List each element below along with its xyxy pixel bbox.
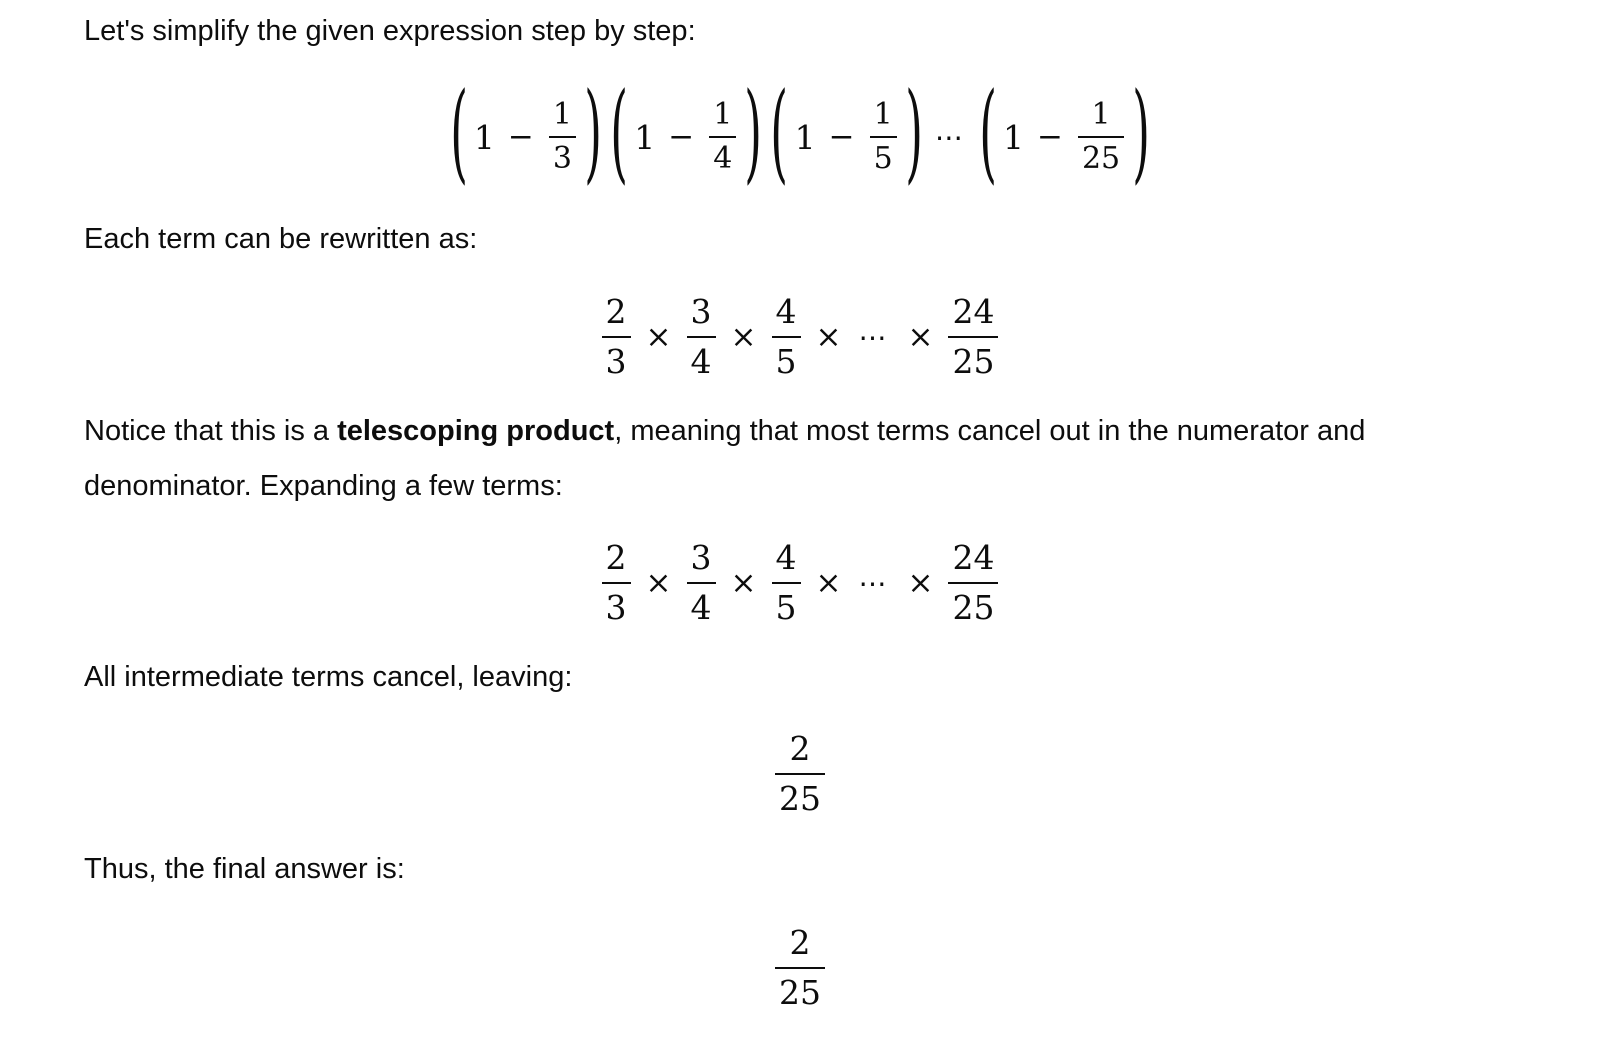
original-expression xyxy=(0,70,1600,195)
denominator: 25 xyxy=(1081,140,1121,176)
fraction xyxy=(870,97,897,177)
numerator: 3 xyxy=(690,292,712,332)
fraction-bar xyxy=(775,773,825,775)
one-term: 1 xyxy=(473,117,495,157)
numerator: 24 xyxy=(952,292,995,332)
fraction xyxy=(775,922,825,1014)
denominator: 3 xyxy=(605,341,627,381)
fraction xyxy=(687,291,716,383)
fraction-bar xyxy=(602,582,631,584)
denominator: 4 xyxy=(713,140,733,176)
fraction-bar xyxy=(687,336,716,338)
fraction-bar xyxy=(870,136,897,138)
fraction-bar xyxy=(775,967,825,969)
ellipsis: ⋯ xyxy=(858,566,891,600)
numerator: 2 xyxy=(605,292,627,332)
left-paren: ( xyxy=(979,70,997,195)
intermediate-result xyxy=(0,724,1600,824)
fraction xyxy=(772,291,801,383)
numerator: 1 xyxy=(552,97,572,133)
denominator: 3 xyxy=(552,140,572,176)
notice-text xyxy=(84,404,1524,514)
final-answer xyxy=(0,918,1600,1018)
intro-text: Let's simplify the given expression step by step: xyxy=(84,15,696,47)
numerator: 2 xyxy=(789,729,811,769)
times-sign: × xyxy=(645,565,672,601)
denominator: 3 xyxy=(605,587,627,627)
fraction-bar xyxy=(602,336,631,338)
notice-bold: telescoping product xyxy=(337,415,615,447)
fraction xyxy=(549,97,576,177)
times-sign: × xyxy=(730,319,757,355)
times-sign: × xyxy=(645,319,672,355)
times-sign: × xyxy=(907,565,934,601)
rewritten-product xyxy=(0,287,1600,387)
one-term: 1 xyxy=(634,117,656,157)
fraction-bar xyxy=(948,582,998,584)
numerator: 2 xyxy=(789,923,811,963)
denominator: 25 xyxy=(952,341,995,381)
minus-sign: − xyxy=(507,119,534,155)
fraction-bar xyxy=(1078,136,1124,138)
denominator: 25 xyxy=(779,778,821,818)
one-term: 1 xyxy=(1002,117,1024,157)
factor-last xyxy=(977,70,1152,195)
fraction xyxy=(602,291,631,383)
ellipsis: ⋯ xyxy=(934,120,967,154)
left-paren: ( xyxy=(449,70,468,195)
fraction-bar xyxy=(709,136,736,138)
right-paren: ) xyxy=(584,70,602,195)
numerator: 3 xyxy=(690,538,712,578)
fraction xyxy=(948,291,998,383)
cancel-text: All intermediate terms cancel, leaving: xyxy=(84,661,573,693)
numerator: 24 xyxy=(952,538,995,578)
fraction xyxy=(772,537,801,629)
right-paren: ) xyxy=(744,70,763,195)
times-sign: × xyxy=(815,319,842,355)
notice-after: , meaning that most terms cancel out in the numerator and denominator. Expanding a few terms: xyxy=(84,415,1366,502)
denominator: 5 xyxy=(775,341,797,381)
factor-1 xyxy=(448,70,604,195)
notice-before: Notice that this is a xyxy=(84,415,338,447)
fraction-bar xyxy=(948,336,998,338)
right-paren: ) xyxy=(904,70,923,195)
numerator: 4 xyxy=(775,292,797,332)
denominator: 25 xyxy=(779,972,821,1012)
denominator: 4 xyxy=(690,341,712,381)
factor-3 xyxy=(768,70,924,195)
denominator: 25 xyxy=(952,587,995,627)
expanded-product xyxy=(0,533,1600,633)
minus-sign: − xyxy=(828,119,855,155)
fraction xyxy=(775,728,825,820)
rewrite-text: Each term can be rewritten as: xyxy=(84,223,478,255)
fraction xyxy=(687,537,716,629)
left-paren: ( xyxy=(770,70,789,195)
right-paren: ) xyxy=(1132,70,1151,195)
minus-sign: − xyxy=(668,119,695,155)
fraction xyxy=(1078,97,1124,177)
left-paren: ( xyxy=(610,70,629,195)
numerator: 1 xyxy=(873,97,893,133)
numerator: 4 xyxy=(775,538,797,578)
fraction-bar xyxy=(687,582,716,584)
ellipsis: ⋯ xyxy=(858,320,891,354)
one-term: 1 xyxy=(794,117,816,157)
fraction xyxy=(709,97,736,177)
times-sign: × xyxy=(730,565,757,601)
denominator: 5 xyxy=(873,140,893,176)
fraction xyxy=(602,537,631,629)
numerator: 1 xyxy=(713,97,733,133)
thus-text: Thus, the final answer is: xyxy=(84,853,405,885)
fraction-bar xyxy=(772,582,801,584)
factor-2 xyxy=(608,70,764,195)
times-sign: × xyxy=(815,565,842,601)
numerator: 2 xyxy=(605,538,627,578)
fraction-bar xyxy=(549,136,576,138)
minus-sign: − xyxy=(1036,119,1063,155)
denominator: 5 xyxy=(775,587,797,627)
fraction-bar xyxy=(772,336,801,338)
times-sign: × xyxy=(907,319,934,355)
fraction xyxy=(948,537,998,629)
denominator: 4 xyxy=(690,587,712,627)
numerator: 1 xyxy=(1091,97,1111,133)
